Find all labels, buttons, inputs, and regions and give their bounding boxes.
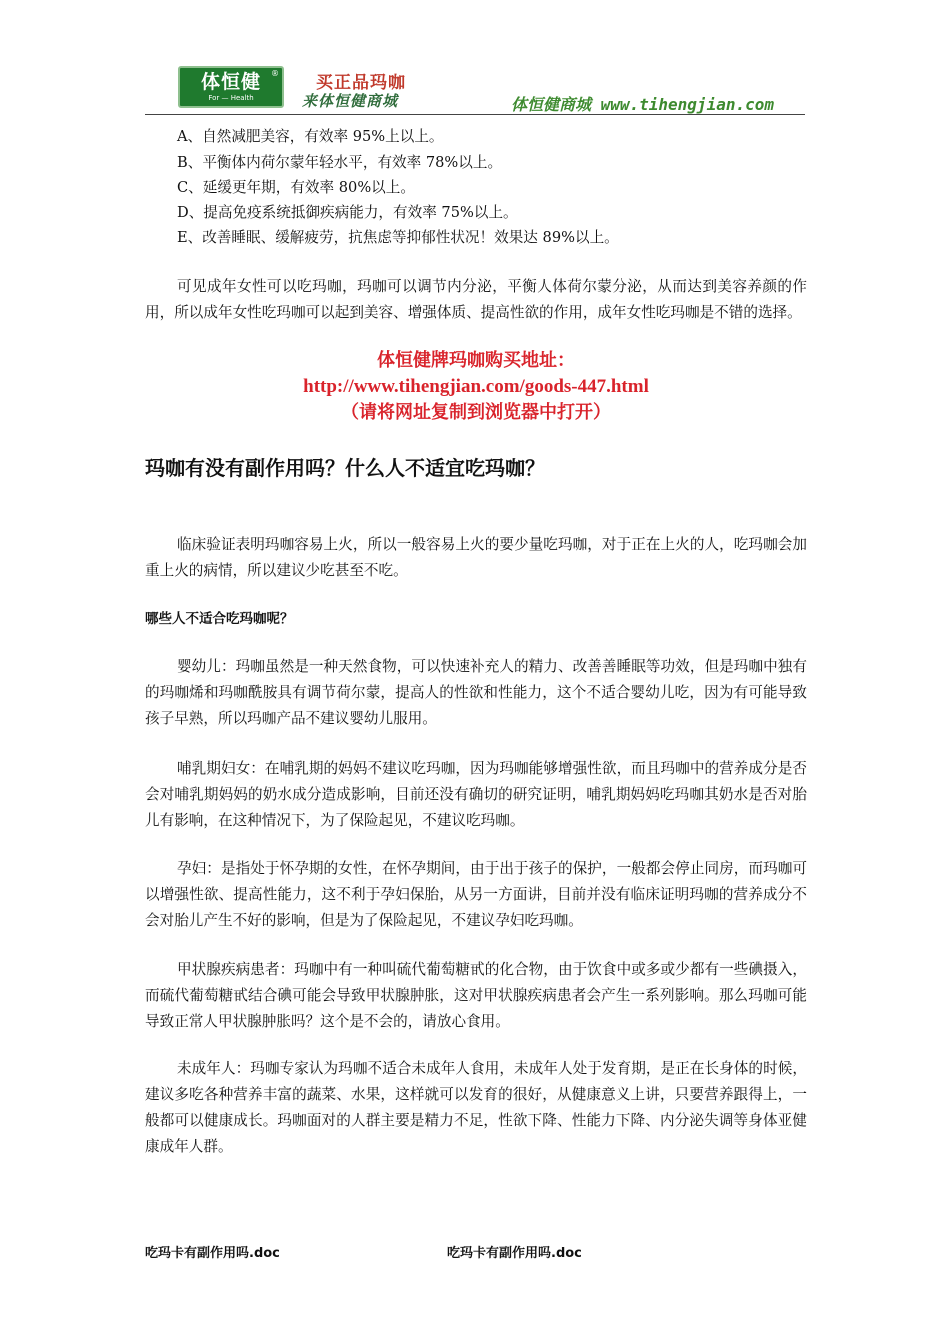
paragraph-thyroid: 甲状腺疾病患者：玛咖中有一种叫硫代葡萄糖甙的化合物，由于饮食中或多或少都有一些碘摄入，而硫代葡萄糖甙结合碘可能会导致甲状腺肿胀，这对甲状腺疾病患者会产生一系列影响。那么玛咖可能导致正常人甲状腺肿胀吗？这个是不会的，请放心食用。 [145, 961, 807, 1030]
paragraph-clinical: 临床验证表明玛咖容易上火，所以一般容易上火的要少量吃玛咖，对于正在上火的人，吃玛咖会加重上火的病情，所以建议少吃甚至不吃。 [145, 536, 807, 579]
list-item: C、延缓更年期，有效率 80%以上。 [177, 179, 415, 196]
promo-note: （请将网址复制到浏览器中打开） [341, 402, 611, 423]
list-item: A、自然减肥美容，有效率 95%上以上。 [177, 128, 444, 145]
promo-url-link[interactable]: http://www.tihengjian.com/goods-447.html [303, 376, 649, 397]
paragraph-intro: 可见成年女性可以吃玛咖，玛咖可以调节内分泌，平衡人体荷尔蒙分泌，从而达到美容养颜的作用，所以成年女性吃玛咖可以起到美容、增强体质、提高性欲的作用，成年女性吃玛咖是不错的选择。 [145, 278, 807, 321]
brand-logo [178, 66, 284, 108]
logo-subtext: For — Health [208, 94, 254, 102]
list-item: B、平衡体内荷尔蒙年轻水平，有效率 78%以上。 [177, 154, 503, 171]
header-site-name: 体恒健商城 www.tihengjian.com [510, 95, 774, 114]
subsection-heading: 哪些人不适合吃玛咖呢？ [145, 611, 294, 627]
promo-block [145, 348, 807, 426]
list-item: D、提高免疫系统抵御疾病能力，有效率 75%以上。 [177, 204, 518, 221]
paragraph-infant: 婴幼儿：玛咖虽然是一种天然食物，可以快速补充人的精力、改善善睡眠等功效，但是玛咖中独有的玛咖烯和玛咖酰胺具有调节荷尔蒙，提高人的性欲和性能力，这个不适合婴幼儿吃，因为有可能导致孩子早熟，所以玛咖产品不建议婴幼儿服用。 [145, 658, 807, 727]
paragraph-nursing: 哺乳期妇女：在哺乳期的妈妈不建议吃玛咖，因为玛咖能够增强性欲，而且玛咖中的营养成分是否会对哺乳期妈妈的奶水成分造成影响，目前还没有确切的研究证明，哺乳期妈妈吃玛咖其奶水是否对胎儿有影响，在这种情况下，为了保险起见，不建议吃玛咖。 [145, 760, 807, 829]
paragraph-pregnant: 孕妇：是指处于怀孕期的女性，在怀孕期间，由于出于孩子的保护，一般都会停止同房，而玛咖可以增强性欲、提高性能力，这不利于孕妇保胎，从另一方面讲，目前并没有临床证明玛咖的营养成分不会对胎儿产生不好的影响，但是为了保险起见，不建议孕妇吃玛咖。 [145, 860, 807, 929]
header-slogan-line2: 来体恒健商城 [302, 92, 399, 110]
promo-title: 体恒健牌玛咖购买地址： [377, 350, 575, 371]
logo-text: 体恒健 [200, 71, 261, 93]
header-slogan-line1: 买正品玛咖 [316, 73, 406, 93]
list-item: E、改善睡眠、缓解疲劳，抗焦虑等抑郁性状况！效果达 89%以上。 [177, 229, 619, 246]
footer-filename-left: 吃玛卡有副作用吗.doc [145, 1246, 280, 1261]
header-divider [145, 114, 805, 115]
section-heading: 玛咖有没有副作用吗？什么人不适宜吃玛咖？ [145, 456, 545, 480]
footer-filename-right: 吃玛卡有副作用吗.doc [447, 1246, 582, 1261]
logo-registered-mark: ® [271, 69, 279, 78]
paragraph-minor: 未成年人：玛咖专家认为玛咖不适合未成年人食用，未成年人处于发育期，是正在长身体的时候，建议多吃各种营养丰富的蔬菜、水果，这样就可以发育的很好，从健康意义上讲，只要营养跟得上，一般都可以健康成长。玛咖面对的人群主要是精力不足，性欲下降、性能力下降、内分泌失调等身体亚健康成年人群。 [145, 1060, 807, 1155]
